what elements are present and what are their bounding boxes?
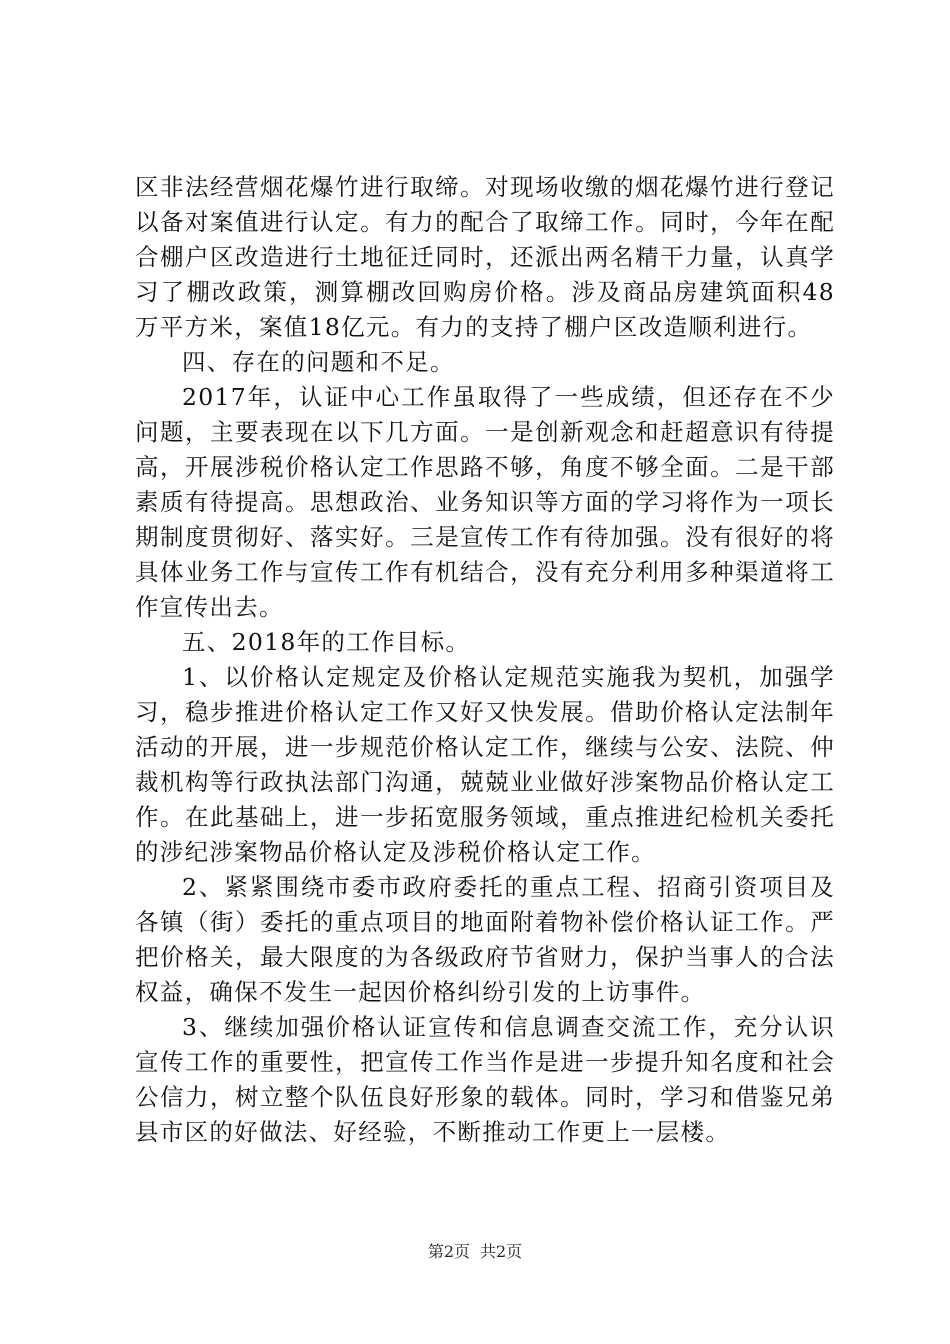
document-body bbox=[135, 170, 835, 1150]
section-heading-problems: 四、存在的问题和不足。 bbox=[182, 348, 455, 376]
page-total: 共2页 bbox=[480, 1242, 523, 1261]
page-number: 第2页 bbox=[427, 1242, 470, 1261]
page-footer bbox=[0, 1242, 950, 1262]
paragraph-continuation: 区非法经营烟花爆竹进行取缔。对现场收缴的烟花爆竹进行登记以备对案值进行认定。有力的配合了取缔工作。同时，今年在配合棚户区改造进行土地征迁同时，还派出两名精干力量，认真学习了棚改政策，测算棚改回购房价格。涉及商品房建筑面积48万平方米，案值18亿元。有力的支持了棚户区改造顺利进行。 bbox=[135, 173, 835, 341]
paragraph-problems: 2017年，认证中心工作虽取得了一些成绩，但还存在不少问题，主要表现在以下几方面。一是创新观念和赶超意识有待提高，开展涉税价格认定工作思路不够，角度不够全面。二是干部素质有待提高。思想政治、业务知识等方面的学习将作为一项长期制度贯彻好、落实好。三是宣传工作有待加强。没有很好的将具体业务工作与宣传工作有机结合，没有充分利用多种渠道将工作宣传出去。 bbox=[135, 383, 835, 621]
paragraph-goal-3: 3、继续加强价格认证宣传和信息调查交流工作，充分认识宣传工作的重要性，把宣传工作当作是进一步提升知名度和社会公信力，树立整个队伍良好形象的载体。同时，学习和借鉴兄弟县市区的好做法、好经验，不断推动工作更上一层楼。 bbox=[135, 1013, 835, 1146]
paragraph-goal-1: 1、以价格认定规定及价格认定规范实施我为契机，加强学习，稳步推进价格认定工作又好又快发展。借助价格认定法制年活动的开展，进一步规范价格认定工作，继续与公安、法院、仲裁机构等行政执法部门沟通，兢兢业业做好涉案物品价格认定工作。在此基础上，进一步拓宽服务领域，重点推进纪检机关委托的涉纪涉案物品价格认定及涉税价格认定工作。 bbox=[135, 663, 835, 866]
paragraph-goal-2: 2、紧紧围绕市委市政府委托的重点工程、招商引资项目及各镇（街）委托的重点项目的地面附着物补偿价格认证工作。严把价格关，最大限度的为各级政府节省财力，保护当事人的合法权益，确保不发生一起因价格纠纷引发的上访事件。 bbox=[135, 873, 835, 1006]
section-heading-goals: 五、2018年的工作目标。 bbox=[182, 628, 471, 656]
